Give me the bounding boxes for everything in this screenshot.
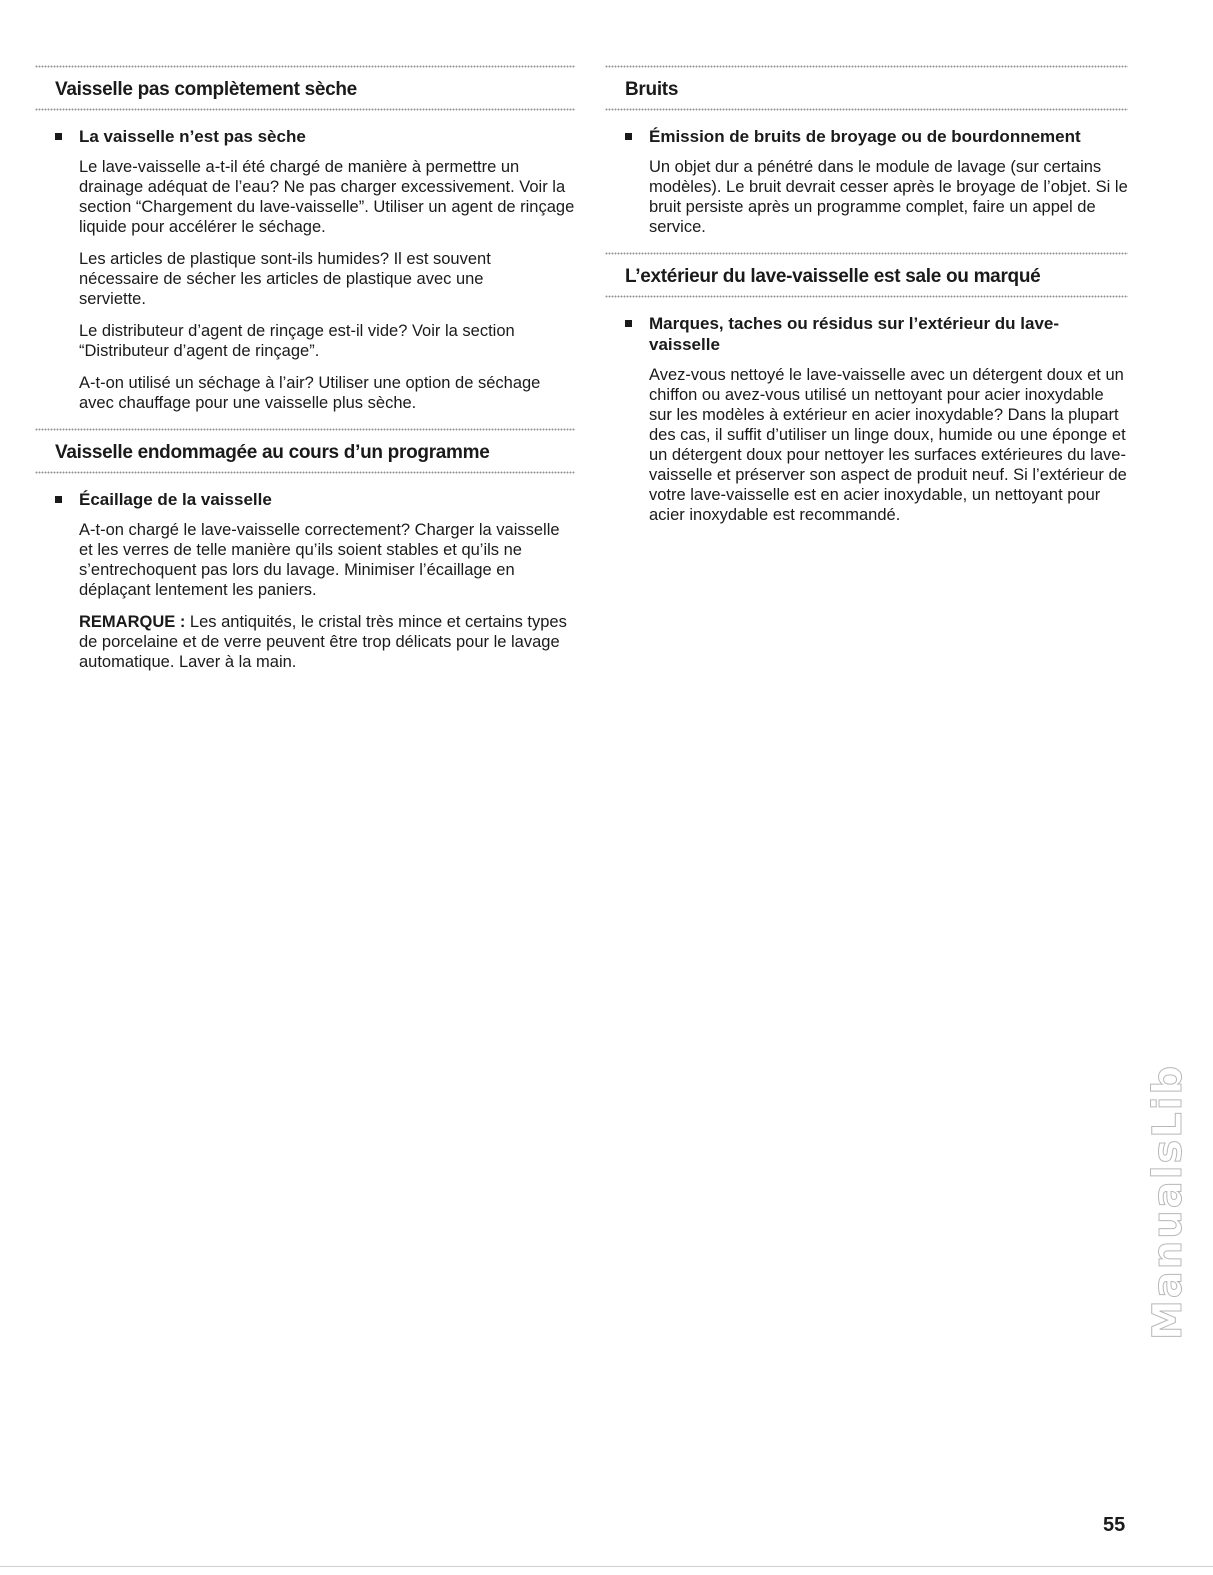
item-paragraph: Le lave-vaisselle a-t-il été chargé de manière à permettre un drainage adéquat de l’eau? Ne pas charger excessivement. Voir la section “Chargement du lave-vaisselle”. Utiliser un agent de rinçage liquide pour accélérer le séchage. [79,158,575,236]
section-divider [35,64,575,69]
square-bullet-icon [625,133,632,140]
note-paragraph [79,612,575,672]
item-title [605,126,1128,147]
manualslib-watermark: ManualsLib [1145,1063,1191,1340]
page-number: 55 [1103,1514,1126,1536]
item-paragraph: Avez-vous nettoyé le lave-vaisselle avec un détergent doux et un chiffon ou avez-vous utilisé un nettoyant pour acier inoxydable sur les modèles à extérieur en acier inoxydable? Dans la plupart des cas, il suffit d’utiliser un linge doux, humide ou une éponge et un détergent doux pour nettoyer les surfaces extérieures du lave-vaisselle et préserver son aspect de produit neuf. Si l’extérieur de votre lave-vaisselle est en acier inoxydable, un nettoyant pour acier inoxydable est recommandé. [649,366,1127,524]
section-title: L’extérieur du lave-vaisselle est sale ou marqué [625,266,1041,287]
section-divider [605,107,1128,112]
section-exterior-dirty [605,251,1128,525]
item-title [35,489,575,510]
left-column [35,64,575,684]
section-divider [35,107,575,112]
item-title-text: Écaillage de la vaisselle [79,490,272,509]
item-title-text: Marques, taches ou résidus sur l’extérieur du lave-vaisselle [649,314,1060,354]
item-title-text: Émission de bruits de broyage ou de bourdonnement [649,127,1081,146]
troubleshooting-item [605,126,1128,237]
item-paragraph: Les articles de plastique sont-ils humides? Il est souvent nécessaire de sécher les articles de plastique avec une serviette. [79,250,491,308]
item-title [605,313,1079,355]
section-divider [35,470,575,475]
item-paragraph: A-t-on chargé le lave-vaisselle correctement? Charger la vaisselle et les verres de telle manière qu’ils soient stables et qu’ils ne s’entrechoquent pas lors du lavage. Minimiser l’écaillage en déplaçant lentement les paniers. [79,521,560,599]
section-title: Vaisselle pas complètement sèche [55,79,357,100]
item-paragraph: Un objet dur a pénétré dans le module de lavage (sur certains modèles). Le bruit devrait cesser après le broyage de l’objet. Si le bruit persiste après un programme complet, faire un appel de service. [649,158,1128,236]
troubleshooting-item [605,313,1128,525]
section-noise [605,64,1128,237]
square-bullet-icon [55,133,62,140]
troubleshooting-item [35,126,575,413]
item-paragraph: Le distributeur d’agent de rinçage est-il vide? Voir la section “Distributeur d’agent de rinçage”. [79,322,515,360]
section-title: Bruits [625,79,679,100]
item-paragraph: A-t-on utilisé un séchage à l’air? Utiliser une option de séchage avec chauffage pour une vaisselle plus sèche. [79,374,541,412]
section-divider [605,251,1128,256]
bottom-divider [0,1566,1213,1567]
section-dishes-damaged [35,427,575,672]
note-label: REMARQUE : [79,613,186,631]
note-text: Les antiquités, le cristal très mince et certains types de porcelaine et de verre peuvent être trop délicats pour le lavage automatique. Laver à la main. [79,613,567,671]
section-title: Vaisselle endommagée au cours d’un programme [55,442,490,463]
section-divider [35,427,575,432]
section-divider [605,64,1128,69]
section-dishes-not-dry [35,64,575,413]
troubleshooting-item [35,489,575,672]
item-title-text: La vaisselle n’est pas sèche [79,127,306,146]
square-bullet-icon [625,320,632,327]
item-title [35,126,575,147]
section-divider [605,294,1128,299]
right-column [605,64,1128,537]
square-bullet-icon [55,496,62,503]
